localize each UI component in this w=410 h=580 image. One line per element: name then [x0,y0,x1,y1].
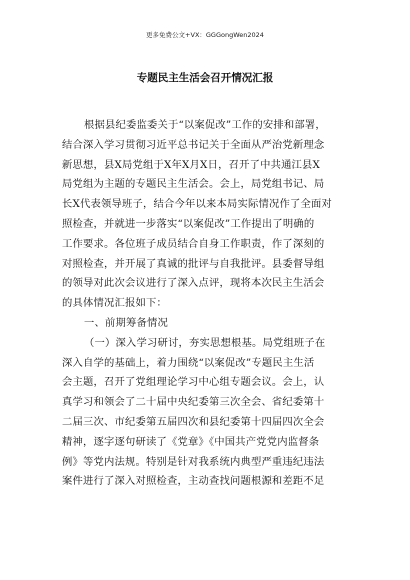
text-line: 局党组为主题的专题民主生活会。会上，局党组书记、局 [62,178,325,191]
text-line: 对照检查，并开展了真诚的批评与自我批评。县委督导组 [62,257,325,270]
text-line: 一、前期筹备情况 [84,317,168,329]
text-line: 长X代表领导班子，结合今年以来本局实际情况作了全面对 [62,198,332,211]
text-line: 例》等党内法规。特别是针对我系统内典型严重违纪违法 [62,455,325,468]
text-line: 根据县纪委监委关于“以案促改”工作的安排和部署， [84,119,326,131]
text-line: 二届三次、市纪委第五届四次和县纪委第十四届四次全会 [62,416,325,428]
text-line: 深入自学的基础上，着力围绕“以案促改”专题民主生活 [62,356,315,369]
text-line: 结合深入学习贯彻习近平总书记关于全面从严治党新理念 [62,138,325,151]
text-line: 的领导对此次会议进行了深入点评，现将本次民主生活会 [62,277,325,290]
document-title: 专题民主生活会召开情况汇报 [136,72,274,84]
header-note: 更多免费公文+VX：GGGongWen2024 [146,31,264,39]
text-line: （一）深入学习研讨，夯实思想根基。局党组班子在 [84,336,326,349]
text-line: 照检查，并就进一步落实“以案促改”工作提出了明确的 [62,218,315,230]
text-line: 的具体情况汇报如下： [62,297,167,310]
text-line: 真学习和领会了二十届中央纪委第三次全会、省纪委第十 [62,396,325,409]
text-line: 会主题，召开了党组理论学习中心组专题会议。会上，认 [62,376,325,389]
text-line: 精神，逐字逐句研读了《党章》《中国共产党党内监督条 [62,435,320,448]
text-line: 工作要求。各位班子成员结合自身工作职责，作了深刻的 [62,237,325,250]
text-line: 新思想，县X局党组于X年X月X日，召开了中共通江县X [62,158,321,171]
text-line: 案件进行了深入对照检查，主动查找问题根源和差距不足 [62,475,325,488]
